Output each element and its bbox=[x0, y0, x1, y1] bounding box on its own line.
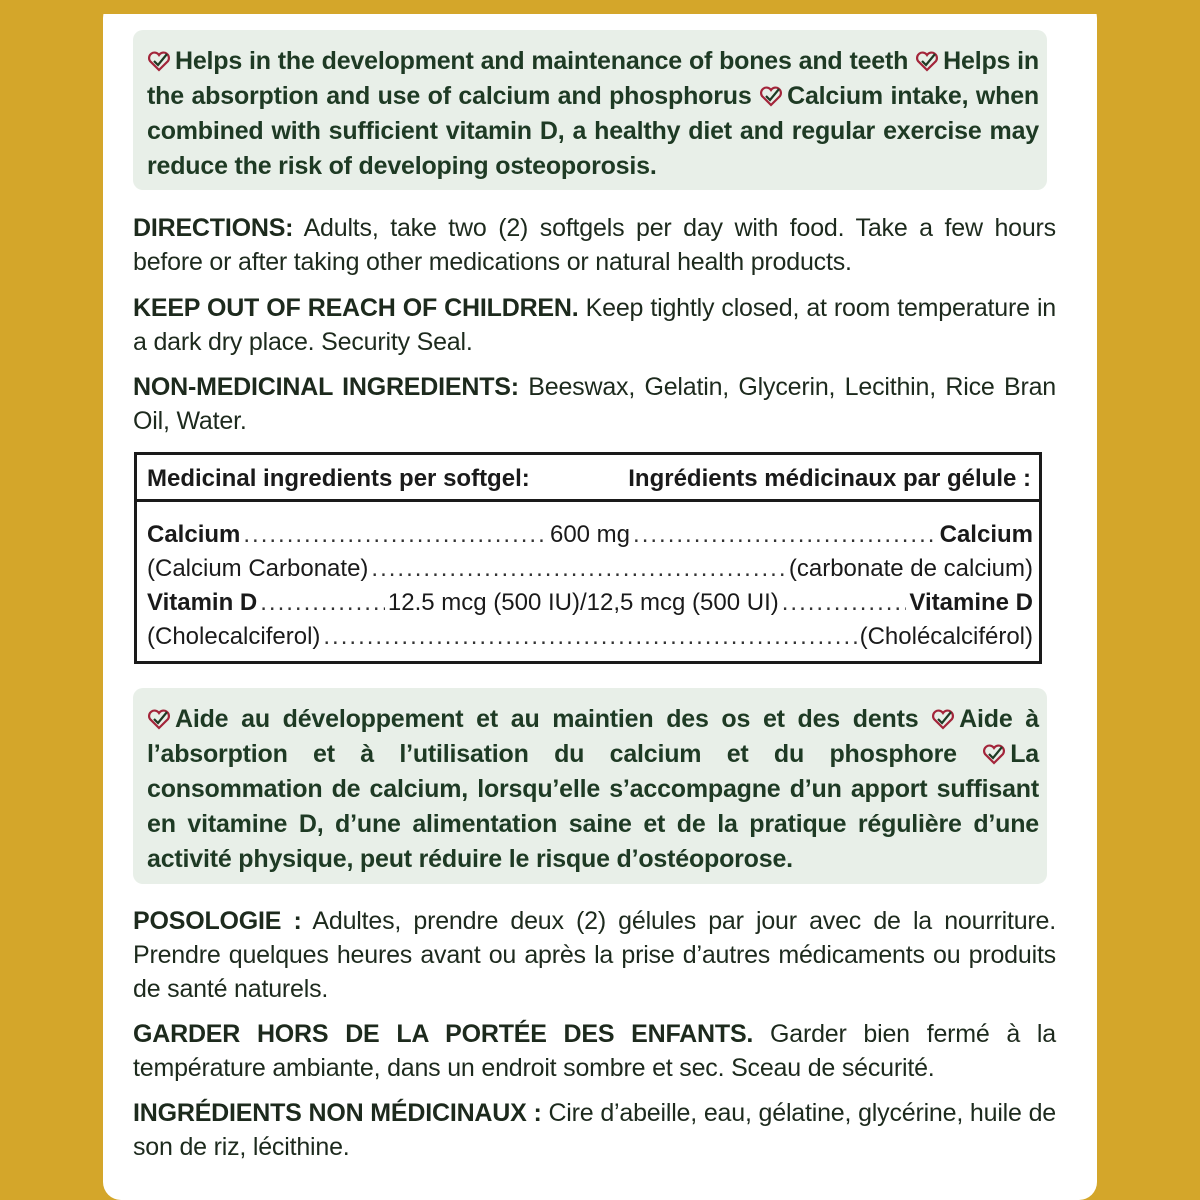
claims-box-english bbox=[133, 30, 1047, 190]
non-medicinal-label: NON-MEDICINAL INGREDIENTS: bbox=[133, 373, 519, 401]
medicinal-ingredients-table bbox=[134, 452, 1042, 664]
keep-out-text: Keep tightly closed, at room temperature in a dark dry place. Security Seal. bbox=[133, 294, 1056, 356]
check-heart-icon bbox=[915, 50, 939, 72]
non-medicinal-text: Beeswax, Gelatin, Glycerin, Lecithin, Rice Bran Oil, Water. bbox=[133, 373, 1056, 435]
row-right: (Cholécalciférol) bbox=[859, 623, 1033, 650]
row-left: Calcium bbox=[147, 521, 241, 548]
row-left: Vitamin D bbox=[147, 589, 258, 616]
garder-label: GARDER HORS DE LA PORTÉE DES ENFANTS. bbox=[133, 1020, 754, 1048]
claim-en-3: Calcium intake, when combined with sufficient vitamin D, a healthy diet and regular exercise may reduce the risk of developing osteoporosis. bbox=[147, 82, 1039, 180]
row-left: (Calcium Carbonate) bbox=[147, 555, 369, 582]
keep-out-paragraph bbox=[133, 291, 1056, 359]
directions-label: DIRECTIONS: bbox=[133, 214, 294, 242]
check-heart-icon bbox=[147, 50, 171, 72]
check-heart-icon bbox=[982, 743, 1006, 765]
directions-text: Adults, take two (2) softgels per day with food. Take a few hours before or after taking other medications or natural health products. bbox=[133, 214, 1056, 276]
table-row-calcium-carbonate bbox=[147, 555, 1033, 587]
posologie-text: Adultes, prendre deux (2) gélules par jour avec de la nourriture. Prendre quelques heures avant ou après la prise d’autres médicaments ou produits de santé naturels. bbox=[133, 907, 1056, 1003]
posologie-paragraph bbox=[133, 904, 1056, 1006]
claim-fr-2: Aide à l’absorption et à l’utilisation du calcium et du phosphore bbox=[147, 705, 1039, 768]
row-right: Vitamine D bbox=[909, 589, 1034, 616]
table-header bbox=[137, 455, 1039, 502]
check-heart-icon bbox=[931, 708, 955, 730]
row-amount: 12.5 mcg (500 IU)/12,5 mcg (500 UI) bbox=[387, 589, 779, 616]
table-row-vitamin-d bbox=[147, 589, 1033, 621]
row-left: (Cholecalciferol) bbox=[147, 623, 321, 650]
row-amount: 600 mg bbox=[549, 521, 631, 548]
directions-paragraph bbox=[133, 211, 1056, 279]
check-heart-icon bbox=[147, 708, 171, 730]
table-header-french: Ingrédients médicinaux par gélule : bbox=[628, 465, 1031, 492]
table-row-calcium bbox=[147, 521, 1033, 553]
garder-text: Garder bien fermé à la température ambiante, dans un endroit sombre et sec. Sceau de sécurité. bbox=[133, 1020, 1056, 1082]
claim-en-1: Helps in the development and maintenance of bones and teeth bbox=[175, 47, 909, 75]
table-header-english: Medicinal ingredients per softgel: bbox=[147, 465, 530, 492]
non-medicinaux-label: INGRÉDIENTS NON MÉDICINAUX : bbox=[133, 1099, 542, 1127]
non-medicinaux-text: Cire d’abeille, eau, gélatine, glycérine, huile de son de riz, lécithine. bbox=[133, 1099, 1056, 1161]
non-medicinaux-paragraph bbox=[133, 1096, 1056, 1164]
row-right: (carbonate de calcium) bbox=[788, 555, 1033, 582]
claims-box-french bbox=[133, 688, 1047, 884]
claim-en-2: Helps in the absorption and use of calcium and phosphorus bbox=[147, 47, 1039, 110]
claim-fr-1: Aide au développement et au maintien des os et des dents bbox=[175, 705, 919, 733]
posologie-label: POSOLOGIE : bbox=[133, 907, 302, 935]
non-medicinal-paragraph bbox=[133, 370, 1056, 438]
table-row-cholecalciferol bbox=[147, 623, 1033, 655]
check-heart-icon bbox=[759, 85, 783, 107]
keep-out-label: KEEP OUT OF REACH OF CHILDREN. bbox=[133, 294, 579, 322]
label-top-border bbox=[103, 0, 1097, 14]
claim-fr-3: La consommation de calcium, lorsqu’elle s’accompagne d’un apport suffisant en vitamine D, d’une alimentation saine et de la pratique régulière d’une activité physique, peut réduire le risque d’ostéoporose. bbox=[147, 740, 1039, 873]
garder-paragraph bbox=[133, 1017, 1056, 1085]
row-right: Calcium bbox=[939, 521, 1033, 548]
